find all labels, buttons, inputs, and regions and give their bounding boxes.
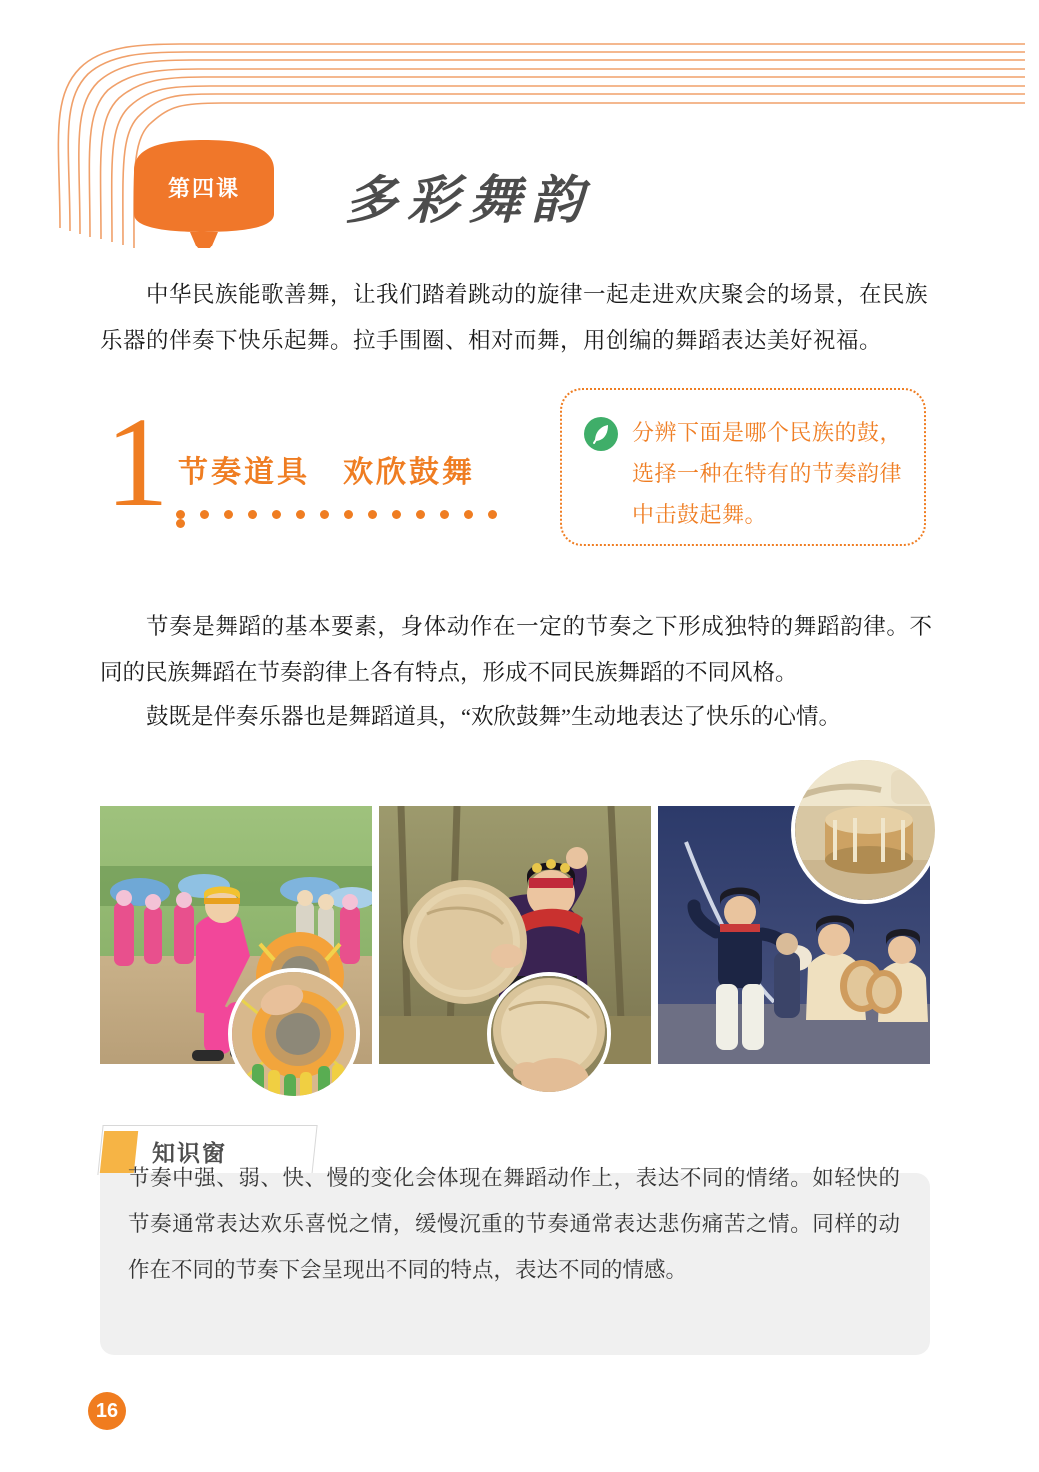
knowledge-window <box>100 1125 930 1355</box>
activity-callout <box>560 388 926 546</box>
section-number: 1 <box>105 391 169 533</box>
intro-paragraph: 中华民族能歌善舞，让我们踏着跳动的旋律一起走进欢庆聚会的场景，在民族乐器的伴奏下快乐起舞。拉手围圈、相对而舞，用创编的舞蹈表达美好祝福。 <box>100 282 929 353</box>
inset-frame-drum-closeup[interactable] <box>487 972 611 1096</box>
knowledge-window-text: 节奏中强、弱、快、慢的变化会体现在舞蹈动作上，表达不同的情绪。如轻快的节奏通常表达欢乐喜悦之情，缓慢沉重的节奏通常表达悲伤痛苦之情。同样的动作在不同的节奏下会呈现出不同的特点，表达不同的情感。 <box>128 1166 900 1282</box>
inset-waist-drum-closeup[interactable] <box>791 756 939 904</box>
callout-text: 分辨下面是哪个民族的鼓，选择一种在特有的节奏韵律中击鼓起舞。 <box>632 420 903 527</box>
section-title: 节奏道具 欢欣鼓舞 <box>178 456 475 489</box>
lesson-header <box>120 140 820 250</box>
body-paragraph-2: 鼓既是伴奏乐器也是舞蹈道具，“欢欣鼓舞”生动地表达了快乐的心情。 <box>146 704 841 729</box>
page-title: 多彩舞韵 <box>345 173 594 230</box>
body-paragraph-1: 节奏是舞蹈的基本要素，身体动作在一定的节奏之下形成独特的舞蹈韵律。不同的民族舞蹈在节奏韵律上各有特点，形成不同民族舞蹈的不同风格。 <box>100 614 932 685</box>
section-dot-divider <box>176 510 534 520</box>
lesson-badge-label: 第四课 <box>167 176 240 201</box>
leaf-icon <box>584 417 618 451</box>
knowledge-window-tab-label: 知识窗 <box>152 1141 227 1166</box>
page-number: 16 <box>95 1400 119 1422</box>
inset-fan-drum-closeup[interactable] <box>228 968 360 1100</box>
page-number-badge <box>88 1392 126 1430</box>
